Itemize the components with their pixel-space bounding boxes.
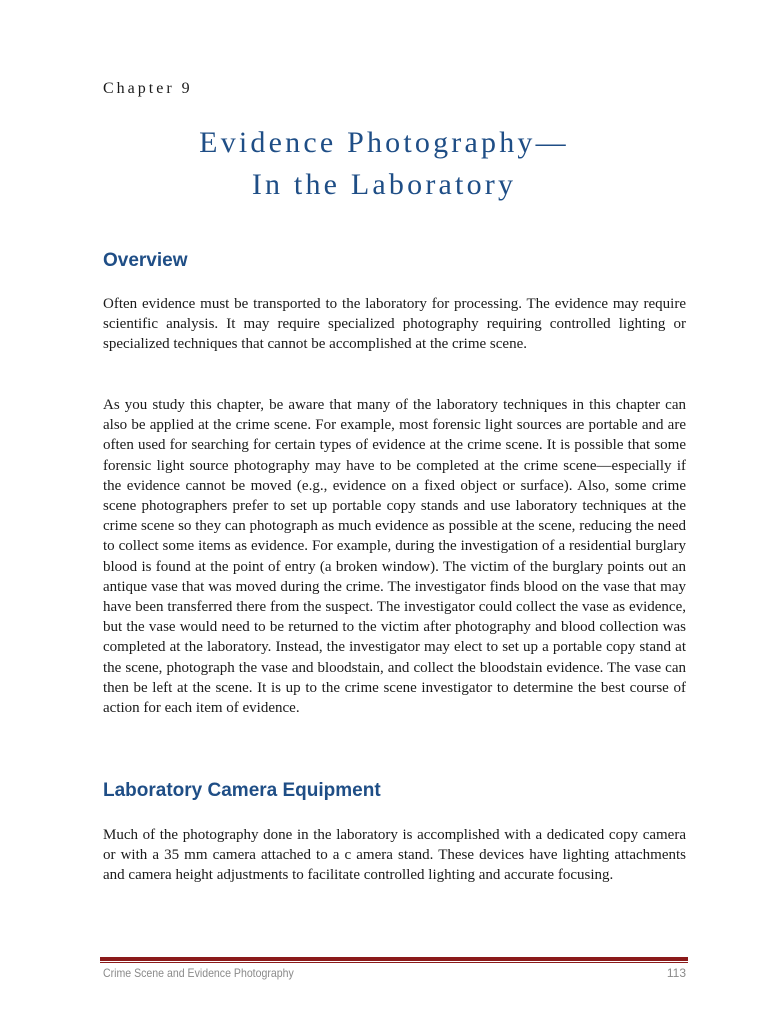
overview-paragraph-2: As you study this chapter, be aware that many of the laboratory techniques in this chapter can also be applied at the crime scene. For example, most forensic light sources are portable and are often used for searching for certain types of evidence at the crime scene. It is possible that some forensic light source photography may have to be completed at the crime scene—especially if the evidence cannot be moved (e.g., evidence on a fixed object or surface). Also, some crime scene photographers prefer to set up portable copy stands and use laboratory techniques at the crime scene so they can photograph as much evidence as possible at the scene, reducing the need to collect some items as evidence. For example, during the investigation of a residential burglary blood is found at the point of entry (a broken window). The victim of the burglary points out an antique vase that was moved during the crime. The investigator finds blood on the vase that may have been transferred there from the suspect. The investigator could collect the vase as evidence, but the vase would need to be returned to the victim after photography and blood collection was completed at the laboratory. Instead, the investigator may elect to set up a portable copy stand at the scene, photograph the vase and bloodstain, and collect the bloodstain evidence. The vase can then be left at the scene. It is up to the crime scene investigator to determine the best course of action for each item of evidence. <box>103 397 686 717</box>
footer-divider-thin <box>100 962 688 963</box>
chapter-label: Chapter 9 <box>103 80 193 97</box>
chapter-title-line-1: Evidence Photography— <box>199 126 569 159</box>
footer-page-number: 113 <box>666 966 686 980</box>
footer-divider <box>100 957 688 961</box>
chapter-title-line-2: In the Laboratory <box>251 168 517 201</box>
equipment-paragraph-1: Much of the photography done in the laboratory is accomplished with a dedicated copy camera or with a 35 mm camera attached to a c amera stand. These devices have lighting attachments and camera height adjustments to facilitate controlled lighting and accurate focusing. <box>103 827 686 884</box>
section-heading-overview: Overview <box>103 250 188 271</box>
section-heading-equipment: Laboratory Camera Equipment <box>103 780 381 801</box>
footer-book-title: Crime Scene and Evidence Photography <box>103 966 294 980</box>
overview-paragraph-1: Often evidence must be transported to the laboratory for processing. The evidence may require scientific analysis. It may require specialized photography requiring controlled lighting or specialized techniques that cannot be accomplished at the crime scene. <box>103 296 686 353</box>
